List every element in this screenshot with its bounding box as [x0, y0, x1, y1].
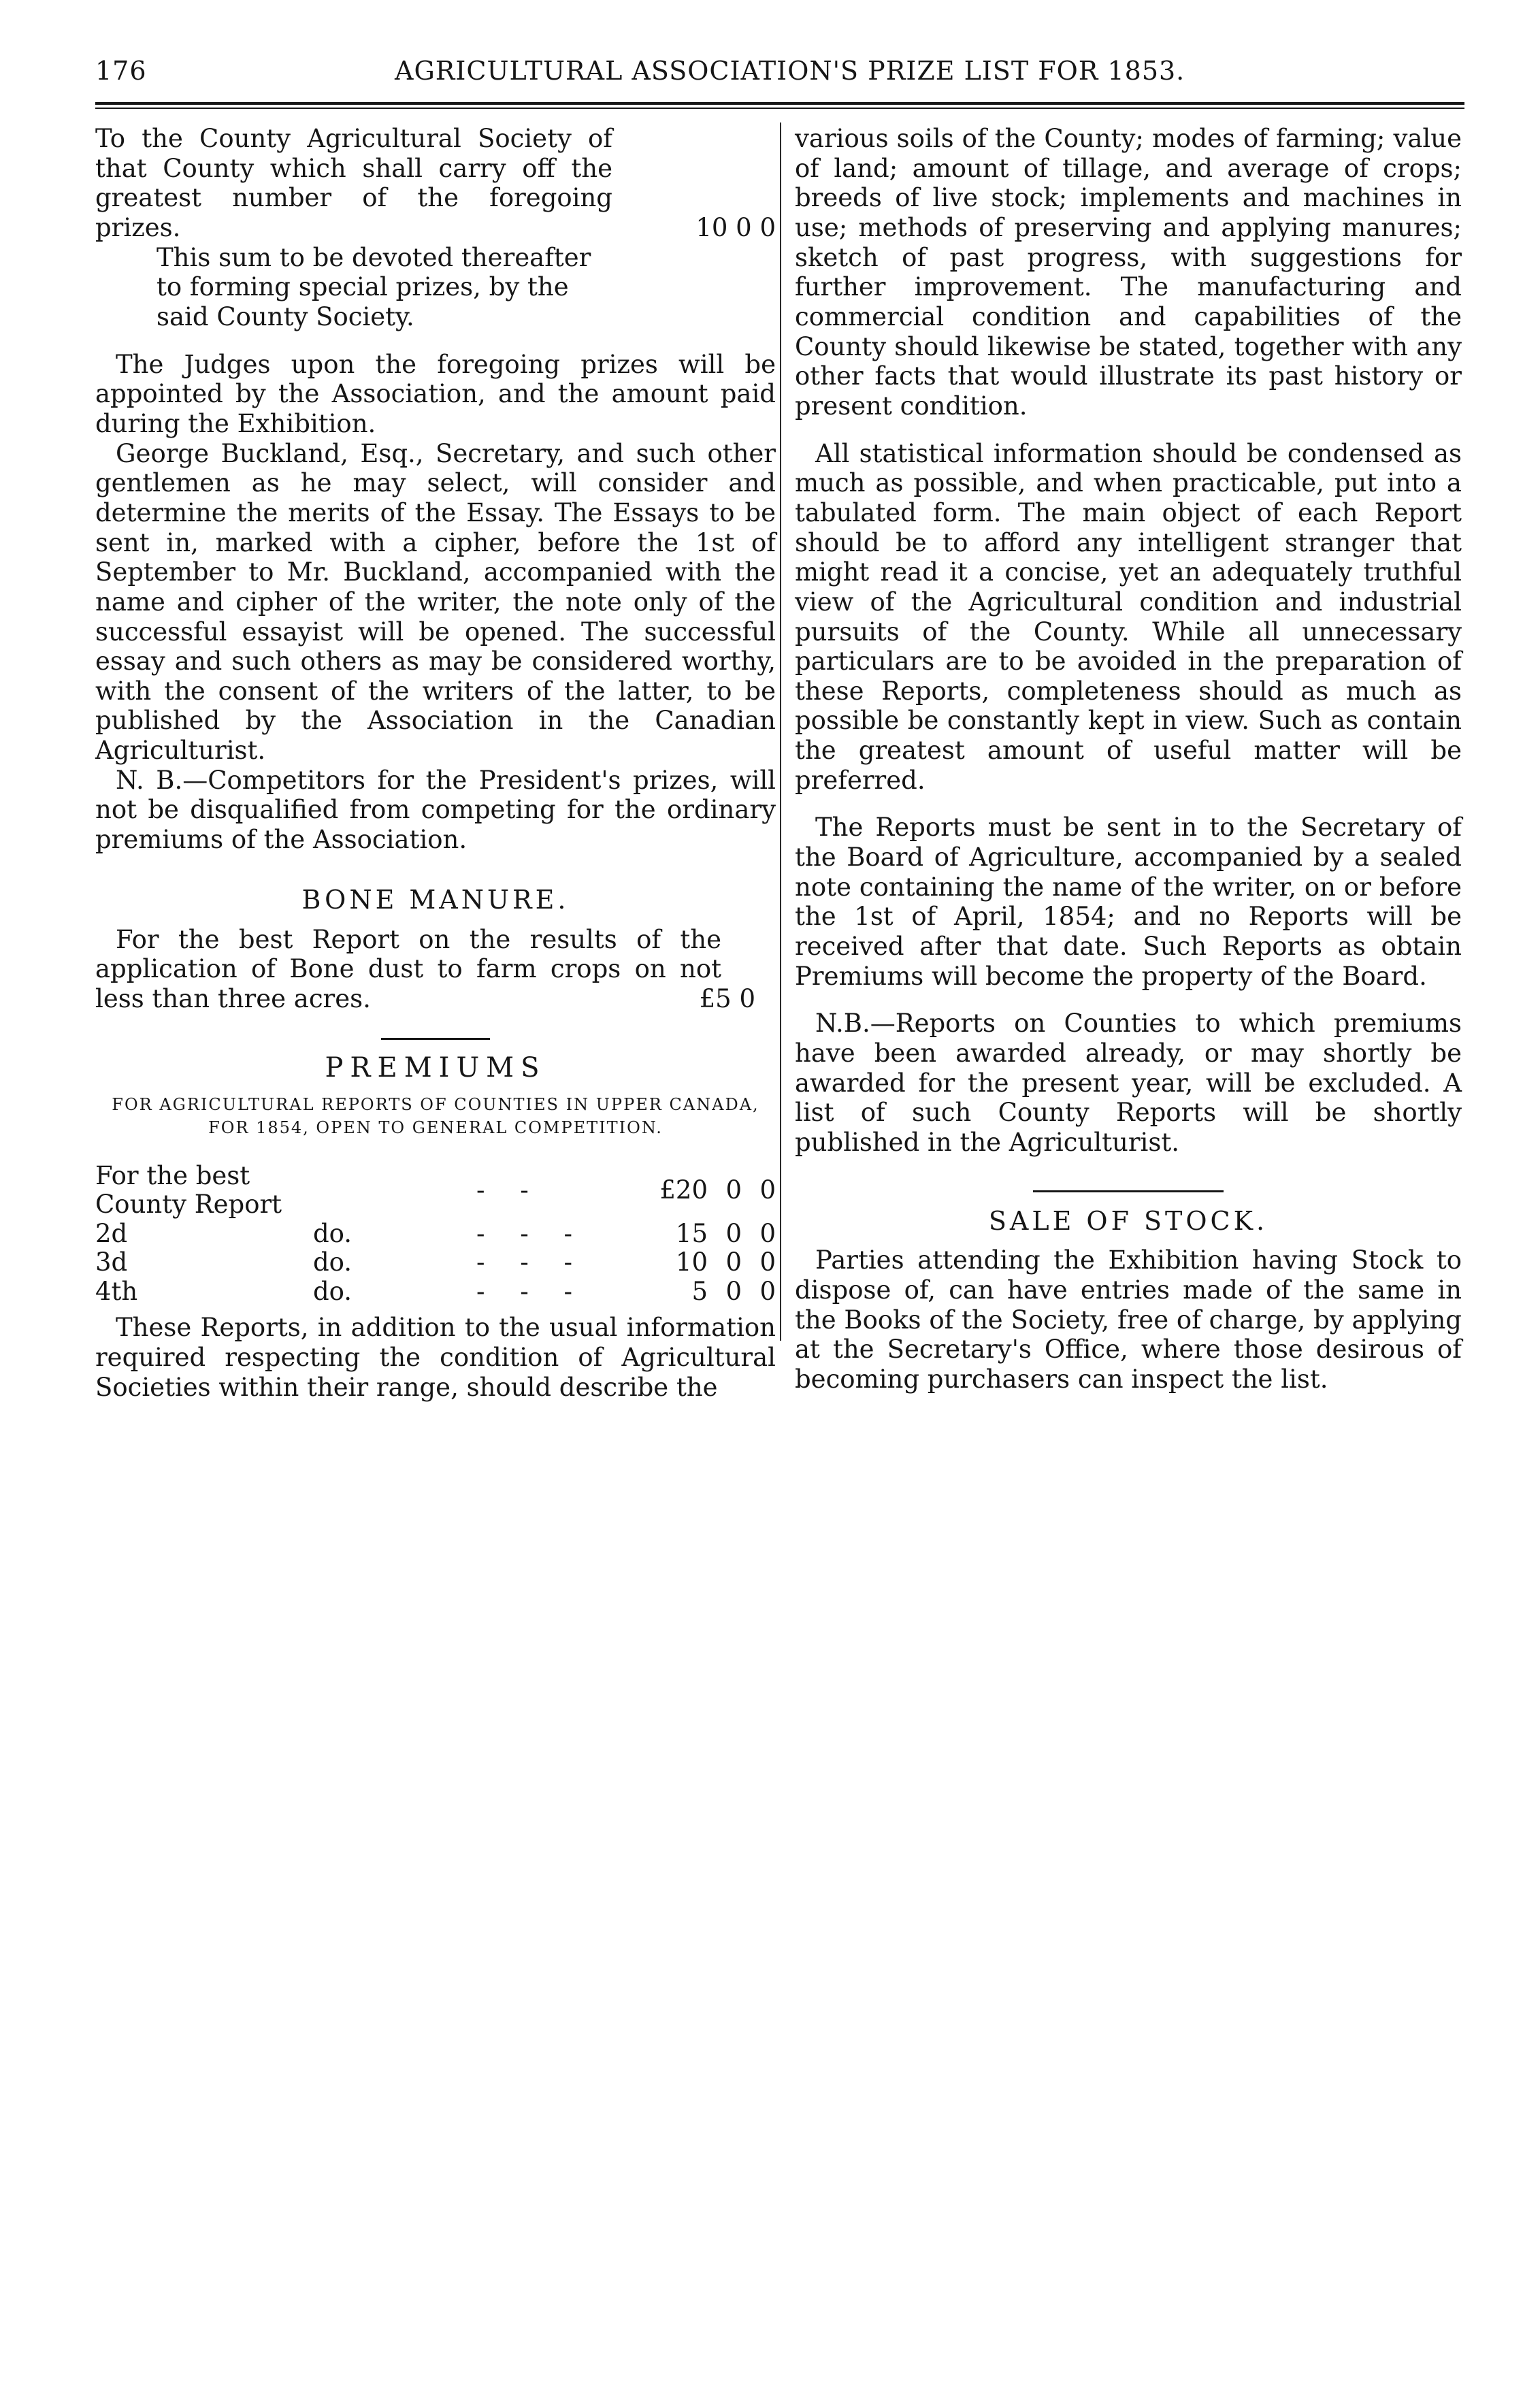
- judges-paragraph: The Judges upon the foregoing prizes will be appointed by the Association, and the amount paid during the Exhibition.: [95, 349, 776, 438]
- right-column: [795, 124, 1462, 1394]
- premium-ditto: do.: [313, 1218, 353, 1248]
- premium-pence: 0: [759, 1218, 776, 1248]
- premium-row: [95, 1248, 776, 1277]
- premium-shillings: 0: [725, 1247, 742, 1277]
- header-rule-thin: [95, 108, 1464, 109]
- premium-row: [95, 1220, 776, 1249]
- premium-pence: 0: [759, 1247, 776, 1277]
- county-award-amount: 10 0 0: [695, 212, 776, 242]
- premium-place: For the best County Report: [95, 1160, 282, 1220]
- buckland-paragraph: George Buckland, Esq., Secretary, and such other gentlemen as he may select, will consider and determine the merits of the Essay. The Essays to be sent in, marked with a cipher, before the 1st of September to Mr. Buckland, accompanied with the name and cipher of the writer, the note only of the successful essayist will be opened. The successful essay and such others as may be considered worthy, with the consent of the writers of the latter, to be published by the Association in the Canadian Agriculturist.: [95, 438, 776, 766]
- premium-leader: - -: [476, 1175, 542, 1205]
- column-divider: [780, 123, 781, 1341]
- premium-place: 2d: [95, 1218, 128, 1248]
- premium-place: 4th: [95, 1276, 138, 1306]
- premium-pounds: 15: [675, 1218, 708, 1248]
- premium-ditto: do.: [313, 1276, 353, 1306]
- premium-place: 3d: [95, 1247, 128, 1277]
- header-rule-thick: [95, 102, 1464, 105]
- bone-manure-text: For the best Report on the results of the application of Bone dust to farm crops on not less than three acres.: [95, 924, 721, 1013]
- statistical-paragraph: All statistical information should be condensed as much as possible, and when practicable, put into a tabulated form. The main object of each Report should be to afford any intelligent stranger that might read it a concise, yet an adequately truthful view of the Agricultural condition and industrial pursuits of the County. While all unnecessary particulars are to be avoided in the preparation of these Reports, completeness should as much as possible be constantly kept in view. Such as contain the greatest amount of useful matter will be preferred.: [795, 438, 1462, 795]
- premium-shillings: 0: [725, 1175, 742, 1205]
- premium-table: [95, 1162, 776, 1307]
- running-title: AGRICULTURAL ASSOCIATION'S PRIZE LIST FOR 1853.: [395, 56, 1185, 86]
- premium-pounds: 10: [675, 1247, 708, 1277]
- premiums-heading: PREMIUMS: [325, 1052, 546, 1084]
- left-column: [95, 124, 776, 1402]
- premium-ditto: [313, 1162, 476, 1220]
- premium-pounds: 5: [691, 1276, 708, 1306]
- president-prizes-note: N. B.—Competitors for the President's prizes, will not be disqualified from competing for the ordinary premiums of the Association.: [95, 765, 776, 855]
- premium-leader: - - -: [476, 1218, 587, 1248]
- sale-of-stock-paragraph: Parties attending the Exhibition having Stock to dispose of, can have entries made of the same in the Books of the Society, free of charge, by applying at the Secretary's Office, where those desirous of becoming purchasers can inspect the list.: [795, 1245, 1462, 1394]
- premium-pence: 0: [759, 1175, 776, 1205]
- premium-row: [95, 1162, 776, 1220]
- submission-paragraph: The Reports must be sent in to the Secretary of the Board of Agriculture, accompanied by a sealed note containing the name of the writer, on or before the 1st of April, 1854; and no Reports will be received after that date. Such Reports as obtain Premiums will become the property of the Board.: [795, 813, 1462, 991]
- reports-paragraph: These Reports, in addition to the usual information required respecting the condition of Agricultural Societies within their range, should describe the: [95, 1313, 776, 1402]
- premium-ditto: do.: [313, 1247, 353, 1277]
- bone-manure-award: [95, 925, 776, 1014]
- premium-pence: 0: [759, 1276, 776, 1306]
- page-header: [95, 56, 1463, 97]
- county-award-text: To the County Agricultural Society of that County which shall carry off the greatest number of the foregoing prizes.: [95, 124, 612, 242]
- bone-manure-amount: £5 0: [699, 983, 755, 1013]
- premium-leader: - - -: [476, 1276, 587, 1306]
- premium-shillings: 0: [725, 1218, 742, 1248]
- bone-manure-heading: BONE MANURE.: [301, 884, 570, 915]
- sale-of-stock-heading: SALE OF STOCK.: [988, 1205, 1268, 1236]
- premium-pounds: £20: [659, 1175, 708, 1205]
- premium-leader: - - -: [476, 1247, 587, 1277]
- county-award-note: This sum to be devoted thereafter to forming special prizes, by the said County Society.: [157, 242, 591, 331]
- premiums-subheading-2: FOR 1854, OPEN TO GENERAL COMPETITION.: [208, 1117, 663, 1137]
- premiums-subheading-1: FOR AGRICULTURAL REPORTS OF COUNTIES IN UPPER CANADA,: [112, 1095, 759, 1115]
- section-rule-right: [1033, 1190, 1224, 1192]
- premium-shillings: 0: [725, 1276, 742, 1306]
- county-award: [95, 124, 776, 243]
- excluded-reports-note: N.B.—Reports on Counties to which premiums have been awarded already, or may shortly be awarded for the present year, will be excluded. A list of such County Reports will be shortly published in the Agriculturist.: [795, 1009, 1462, 1157]
- reports-continuation: various soils of the County; modes of farming; value of land; amount of tillage, and average of crops; breeds of live stock; implements and machines in use; methods of preserving and applying manures; sketch of past progress, with suggestions for further improvement. The manufacturing and commercial condition and capabilities of the County should likewise be stated, together with any other facts that would illustrate its past history or present condition.: [795, 124, 1462, 421]
- premium-row: [95, 1277, 776, 1307]
- page-number: 176: [95, 56, 147, 86]
- section-rule: [381, 1038, 490, 1040]
